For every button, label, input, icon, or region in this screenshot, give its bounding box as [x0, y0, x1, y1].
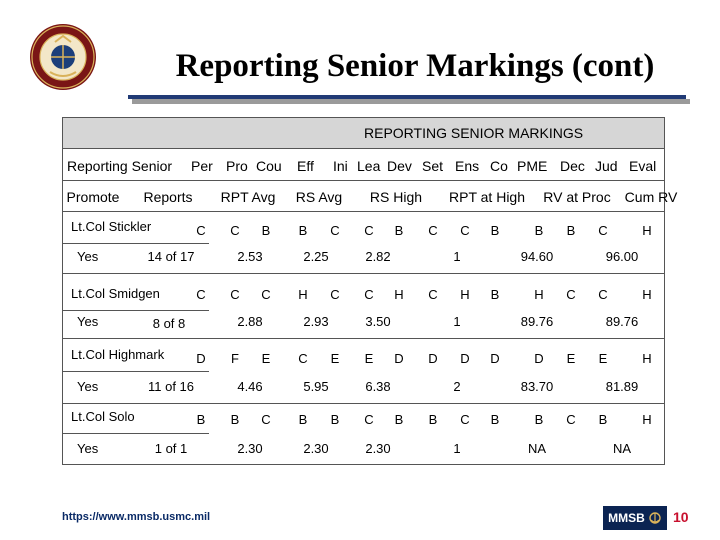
- header-1: Reporting Senior: [67, 158, 173, 174]
- mark-lt-col-highmark-6: E: [364, 351, 374, 366]
- subheader-1: Promote: [66, 189, 120, 205]
- subheader-6: RPT at High: [449, 189, 525, 205]
- mark-lt-col-solo-4: B: [298, 412, 308, 427]
- page-number: 10: [673, 509, 689, 525]
- rs-avg-lt-col-stickler: 2.25: [303, 249, 329, 264]
- rv-at-proc-lt-col-smidgen: 89.76: [520, 314, 554, 329]
- promote-lt-col-highmark: Yes: [77, 379, 99, 394]
- mark-lt-col-smidgen-1: C: [196, 287, 206, 302]
- mark-lt-col-solo-12: C: [566, 412, 576, 427]
- page-title: Reporting Senior Markings (cont): [175, 48, 655, 84]
- mark-lt-col-stickler-13: C: [598, 223, 608, 238]
- mark-lt-col-stickler-9: C: [460, 223, 470, 238]
- cum-rv-lt-col-smidgen: 89.76: [605, 314, 639, 329]
- mark-lt-col-stickler-8: C: [428, 223, 438, 238]
- rpt-at-high-lt-col-stickler: 1: [453, 249, 461, 264]
- rs-high-lt-col-stickler: 2.82: [365, 249, 391, 264]
- mark-lt-col-stickler-6: C: [364, 223, 374, 238]
- rs-avg-lt-col-solo: 2.30: [303, 441, 329, 456]
- table-title-bar: [63, 118, 664, 149]
- promote-lt-col-stickler: Yes: [77, 249, 99, 264]
- mark-lt-col-smidgen-7: H: [394, 287, 404, 302]
- footer-url-link[interactable]: https://www.mmsb.usmc.mil: [62, 511, 211, 523]
- rpt-avg-lt-col-stickler: 2.53: [237, 249, 263, 264]
- markings-table: [62, 117, 678, 465]
- mark-lt-col-highmark-2: F: [231, 351, 239, 366]
- mark-lt-col-smidgen-3: C: [261, 287, 271, 302]
- header-14: Jud: [595, 158, 618, 174]
- table-title: REPORTING SENIOR MARKINGS: [364, 125, 584, 141]
- mark-lt-col-highmark-9: D: [460, 351, 470, 366]
- officer-name-lt-col-highmark: Lt.Col Highmark: [71, 347, 165, 362]
- row-divider: [63, 403, 664, 404]
- rs-avg-lt-col-highmark: 5.95: [303, 379, 329, 394]
- mark-lt-col-smidgen-6: C: [364, 287, 374, 302]
- row-name-divider: [63, 310, 209, 311]
- mark-lt-col-solo-3: C: [261, 412, 271, 427]
- mark-lt-col-stickler-11: B: [534, 223, 544, 238]
- reports-lt-col-smidgen: 8 of 8: [152, 316, 186, 331]
- mmsb-logo-text: MMSB: [608, 511, 645, 525]
- subheader-4: RS Avg: [295, 189, 343, 205]
- mark-lt-col-solo-9: C: [460, 412, 470, 427]
- mark-lt-col-highmark-4: C: [298, 351, 308, 366]
- mark-lt-col-highmark-11: D: [534, 351, 544, 366]
- mark-lt-col-highmark-3: E: [261, 351, 271, 366]
- rpt-avg-lt-col-solo: 2.30: [237, 441, 263, 456]
- rpt-at-high-lt-col-highmark: 2: [453, 379, 461, 394]
- rs-avg-lt-col-smidgen: 2.93: [303, 314, 329, 329]
- header-8: Dev: [387, 158, 412, 174]
- header-5: Eff: [297, 158, 314, 174]
- header-divider-2: [63, 211, 664, 212]
- header-4: Cou: [256, 158, 282, 174]
- row-divider: [63, 338, 664, 339]
- mark-lt-col-smidgen-13: C: [598, 287, 608, 302]
- mark-lt-col-highmark-7: D: [394, 351, 404, 366]
- rs-high-lt-col-highmark: 6.38: [365, 379, 391, 394]
- mark-lt-col-solo-13: B: [598, 412, 608, 427]
- reports-lt-col-solo: 1 of 1: [154, 441, 188, 456]
- mark-lt-col-stickler-5: C: [330, 223, 340, 238]
- subheader-7: RV at Proc: [543, 189, 611, 205]
- mmsb-logo: [603, 506, 667, 530]
- cum-rv-lt-col-highmark: 81.89: [605, 379, 639, 394]
- row-name-divider: [63, 243, 209, 244]
- title-underline-shadow: [132, 99, 690, 104]
- mark-lt-col-solo-8: B: [428, 412, 438, 427]
- header-12: PME: [517, 158, 548, 174]
- mark-lt-col-solo-6: C: [364, 412, 374, 427]
- usmc-seal-logo: [28, 22, 98, 92]
- officer-name-lt-col-solo: Lt.Col Solo: [71, 409, 135, 424]
- rv-at-proc-lt-col-solo: NA: [527, 441, 547, 456]
- subheader-2: Reports: [143, 189, 193, 205]
- mark-lt-col-solo-10: B: [490, 412, 500, 427]
- mark-lt-col-smidgen-14: H: [642, 287, 652, 302]
- mark-lt-col-smidgen-5: C: [330, 287, 340, 302]
- subheader-5: RS High: [369, 189, 423, 205]
- rpt-avg-lt-col-highmark: 4.46: [237, 379, 263, 394]
- mark-lt-col-solo-5: B: [330, 412, 340, 427]
- mark-lt-col-highmark-12: E: [566, 351, 576, 366]
- title-underline: [128, 95, 686, 99]
- mark-lt-col-smidgen-10: B: [490, 287, 500, 302]
- rs-high-lt-col-smidgen: 3.50: [365, 314, 391, 329]
- promote-lt-col-solo: Yes: [77, 441, 99, 456]
- header-11: Co: [490, 158, 508, 174]
- row-name-divider: [63, 433, 209, 434]
- header-9: Set: [422, 158, 444, 174]
- mark-lt-col-smidgen-9: H: [460, 287, 470, 302]
- mark-lt-col-stickler-4: B: [298, 223, 308, 238]
- reports-lt-col-highmark: 11 of 16: [147, 379, 195, 394]
- mark-lt-col-solo-14: H: [642, 412, 652, 427]
- officer-name-lt-col-smidgen: Lt.Col Smidgen: [71, 286, 160, 301]
- header-10: Ens: [455, 158, 480, 174]
- header-7: Lea: [357, 158, 381, 174]
- mark-lt-col-solo-7: B: [394, 412, 404, 427]
- mark-lt-col-stickler-2: C: [230, 223, 240, 238]
- mark-lt-col-smidgen-2: C: [230, 287, 240, 302]
- header-13: Dec: [560, 158, 585, 174]
- mark-lt-col-smidgen-8: C: [428, 287, 438, 302]
- mark-lt-col-stickler-10: B: [490, 223, 500, 238]
- mark-lt-col-stickler-14: H: [642, 223, 652, 238]
- header-2: Per: [191, 158, 213, 174]
- rpt-at-high-lt-col-smidgen: 1: [453, 314, 461, 329]
- rv-at-proc-lt-col-highmark: 83.70: [520, 379, 554, 394]
- mark-lt-col-solo-11: B: [534, 412, 544, 427]
- header-15: Eval: [629, 158, 657, 174]
- subheader-8: Cum RV: [624, 189, 678, 205]
- mark-lt-col-solo-2: B: [230, 412, 240, 427]
- mark-lt-col-stickler-1: C: [196, 223, 206, 238]
- header-3: Pro: [226, 158, 248, 174]
- row-name-divider: [63, 371, 209, 372]
- mark-lt-col-smidgen-12: C: [566, 287, 576, 302]
- subheader-3: RPT Avg: [220, 189, 276, 205]
- cum-rv-lt-col-stickler: 96.00: [605, 249, 639, 264]
- mark-lt-col-highmark-14: H: [642, 351, 652, 366]
- rpt-at-high-lt-col-solo: 1: [453, 441, 461, 456]
- mark-lt-col-highmark-13: E: [598, 351, 608, 366]
- mark-lt-col-stickler-12: B: [566, 223, 576, 238]
- reports-lt-col-stickler: 14 of 17: [147, 249, 195, 264]
- mark-lt-col-stickler-3: B: [261, 223, 271, 238]
- officer-name-lt-col-stickler: Lt.Col Stickler: [71, 219, 152, 234]
- header-6: Ini: [333, 158, 348, 174]
- promote-lt-col-smidgen: Yes: [77, 314, 99, 329]
- row-divider: [63, 273, 664, 274]
- mark-lt-col-stickler-7: B: [394, 223, 404, 238]
- mark-lt-col-highmark-1: D: [196, 351, 206, 366]
- rpt-avg-lt-col-smidgen: 2.88: [237, 314, 263, 329]
- mark-lt-col-highmark-8: D: [428, 351, 438, 366]
- mark-lt-col-solo-1: B: [196, 412, 206, 427]
- header-divider-1: [63, 180, 664, 181]
- mark-lt-col-smidgen-4: H: [298, 287, 308, 302]
- eagle-globe-anchor-icon: [648, 511, 662, 525]
- mark-lt-col-highmark-10: D: [490, 351, 500, 366]
- mark-lt-col-smidgen-11: H: [534, 287, 544, 302]
- cum-rv-lt-col-solo: NA: [612, 441, 632, 456]
- rv-at-proc-lt-col-stickler: 94.60: [520, 249, 554, 264]
- rs-high-lt-col-solo: 2.30: [365, 441, 391, 456]
- mark-lt-col-highmark-5: E: [330, 351, 340, 366]
